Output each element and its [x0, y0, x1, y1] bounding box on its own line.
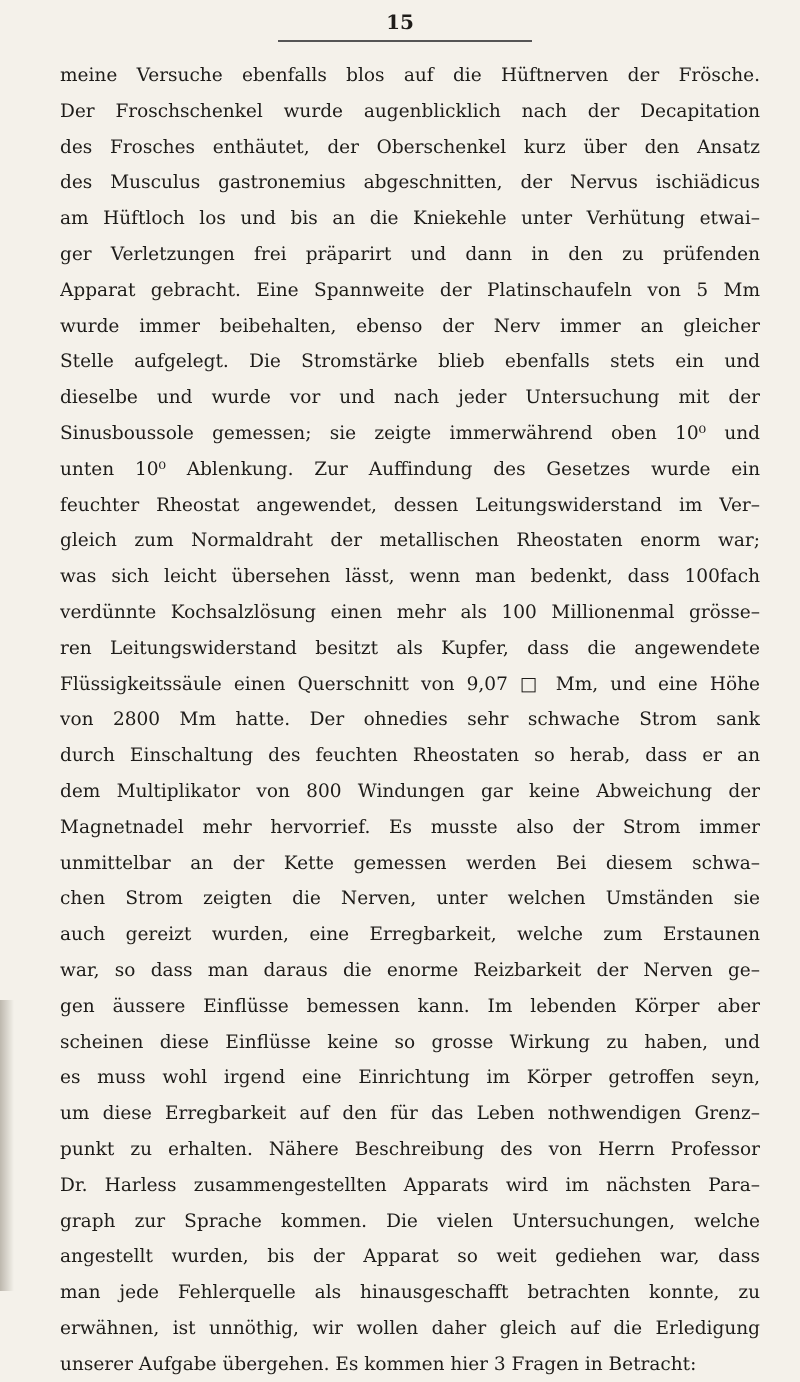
text-line: am Hüftloch los und bis an die Kniekehle unter Verhütung etwai–	[60, 208, 760, 230]
text-line: ger Verletzungen frei präparirt und dann in den zu prüfenden	[60, 243, 760, 265]
text-line: es muss wohl irgend eine Einrichtung im Körper getroffen seyn,	[60, 1067, 760, 1089]
text-line: meine Versuche ebenfalls blos auf die Hüftnerven der Frösche.	[60, 65, 760, 86]
text-line: gleich zum Normaldraht der metallischen Rheostaten enorm war;	[60, 530, 760, 552]
header-rule	[278, 40, 532, 42]
text-line: Der Froschschenkel wurde augenblicklich nach der Decapitation	[60, 100, 760, 122]
text-line: auch gereizt wurden, eine Erregbarkeit, welche zum Erstaunen	[60, 924, 760, 946]
text-line: Dr. Harless zusammengestellten Apparats wird im nächsten Para–	[60, 1174, 760, 1196]
text-line: Sinusboussole gemessen; sie zeigte immerwährend oben 10⁰ und	[60, 422, 760, 444]
text-line: unmittelbar an der Kette gemessen werden Bei diesem schwa–	[60, 852, 760, 874]
text-line: graph zur Sprache kommen. Die vielen Untersuchungen, welche	[60, 1210, 760, 1232]
text-line: chen Strom zeigten die Nerven, unter welchen Umständen sie	[60, 888, 760, 910]
text-line: Apparat gebracht. Eine Spannweite der Platinschaufeln von 5 Mm	[60, 279, 760, 301]
text-line: erwähnen, ist unnöthig, wir wollen daher gleich auf die Erledigung	[60, 1317, 760, 1339]
text-line: gen äussere Einflüsse bemessen kann. Im lebenden Körper aber	[60, 995, 760, 1017]
body-text	[60, 58, 760, 1382]
text-line: punkt zu erhalten. Nähere Beschreibung des von Herrn Professor	[60, 1138, 760, 1160]
text-line: Flüssigkeitssäule einen Querschnitt von 9,07 □ Mm, und eine Höhe	[60, 673, 760, 695]
text-line: Stelle aufgelegt. Die Stromstärke blieb ebenfalls stets ein und	[60, 351, 760, 373]
text-line: war, so dass man daraus die enorme Reizbarkeit der Nerven ge–	[60, 959, 760, 981]
text-line: des Frosches enthäutet, der Oberschenkel kurz über den Ansatz	[60, 136, 760, 158]
page-edge-shadow	[0, 1000, 14, 1291]
text-line: was sich leicht übersehen lässt, wenn man bedenkt, dass 100fach	[60, 566, 760, 588]
text-line: ren Leitungswiderstand besitzt als Kupfer, dass die angewendete	[60, 637, 760, 659]
text-line: Magnetnadel mehr hervorrief. Es musste also der Strom immer	[60, 816, 760, 838]
text-line: feuchter Rheostat angewendet, dessen Leitungswiderstand im Ver–	[60, 494, 760, 516]
page-number: 15	[386, 10, 414, 34]
text-line: verdünnte Kochsalzlösung einen mehr als 100 Millionenmal grösse–	[60, 601, 760, 623]
text-line: wurde immer beibehalten, ebenso der Nerv immer an gleicher	[60, 315, 760, 337]
text-line: unserer Aufgabe übergehen. Es kommen hier 3 Fragen in Betracht:	[60, 1353, 697, 1375]
text-line: scheinen diese Einflüsse keine so grosse Wirkung zu haben, und	[60, 1031, 760, 1053]
text-line: von 2800 Mm hatte. Der ohnedies sehr schwache Strom sank	[60, 709, 760, 731]
text-line: dieselbe und wurde vor und nach jeder Untersuchung mit der	[60, 387, 760, 409]
text-line: um diese Erregbarkeit auf den für das Leben nothwendigen Grenz–	[60, 1103, 760, 1125]
text-line: unten 10⁰ Ablenkung. Zur Auffindung des Gesetzes wurde ein	[60, 458, 760, 480]
text-line: dem Multiplikator von 800 Windungen gar keine Abweichung der	[60, 780, 760, 802]
text-line: man jede Fehlerquelle als hinausgeschafft betrachten konnte, zu	[60, 1282, 760, 1304]
text-line: durch Einschaltung des feuchten Rheostaten so herab, dass er an	[60, 745, 760, 767]
text-line: des Musculus gastronemius abgeschnitten, der Nervus ischiädicus	[60, 172, 760, 194]
text-line: angestellt wurden, bis der Apparat so weit gediehen war, dass	[60, 1246, 760, 1268]
